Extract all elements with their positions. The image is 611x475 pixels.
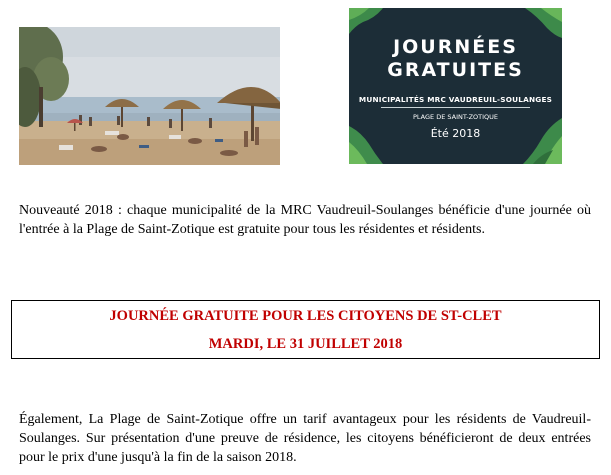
announcement-date: MARDI, LE 31 JUILLET 2018 <box>208 336 403 352</box>
poster-title-line1: JOURNÉES <box>393 36 518 58</box>
intro-paragraph: Nouveauté 2018 : chaque municipalité de la MRC Vaudreuil-Soulanges bénéficie d'une journée où l'entrée à la Plage de Saint-Zotique est gratuite pour tous les résidentes et résidents. <box>19 203 591 237</box>
poster-title-line2: GRATUITES <box>387 59 524 81</box>
poster-location: PLAGE DE SAINT-ZOTIQUE <box>412 113 499 121</box>
tropical-leaves-decoration <box>349 8 562 164</box>
poster-season: Été 2018 <box>430 127 481 140</box>
poster-divider <box>381 107 530 108</box>
poster-subtitle: MUNICIPALITÉS MRC VAUDREUIL-SOULANGES <box>358 95 553 104</box>
announcement-title: JOURNÉE GRATUITE POUR LES CITOYENS DE ST-CLET <box>109 308 502 324</box>
beach-photo <box>19 27 280 165</box>
rate-paragraph: Également, La Plage de Saint-Zotique offre un tarif avantageux pour les résidents de Vaudreuil-Soulanges. Sur présentation d'une preuve de résidence, les citoyens bénéficieront de deux entrées pour le prix d'une jusqu'à la fin de la saison 2018. <box>19 412 591 465</box>
promo-poster <box>349 8 562 164</box>
announcement-box <box>11 300 600 359</box>
